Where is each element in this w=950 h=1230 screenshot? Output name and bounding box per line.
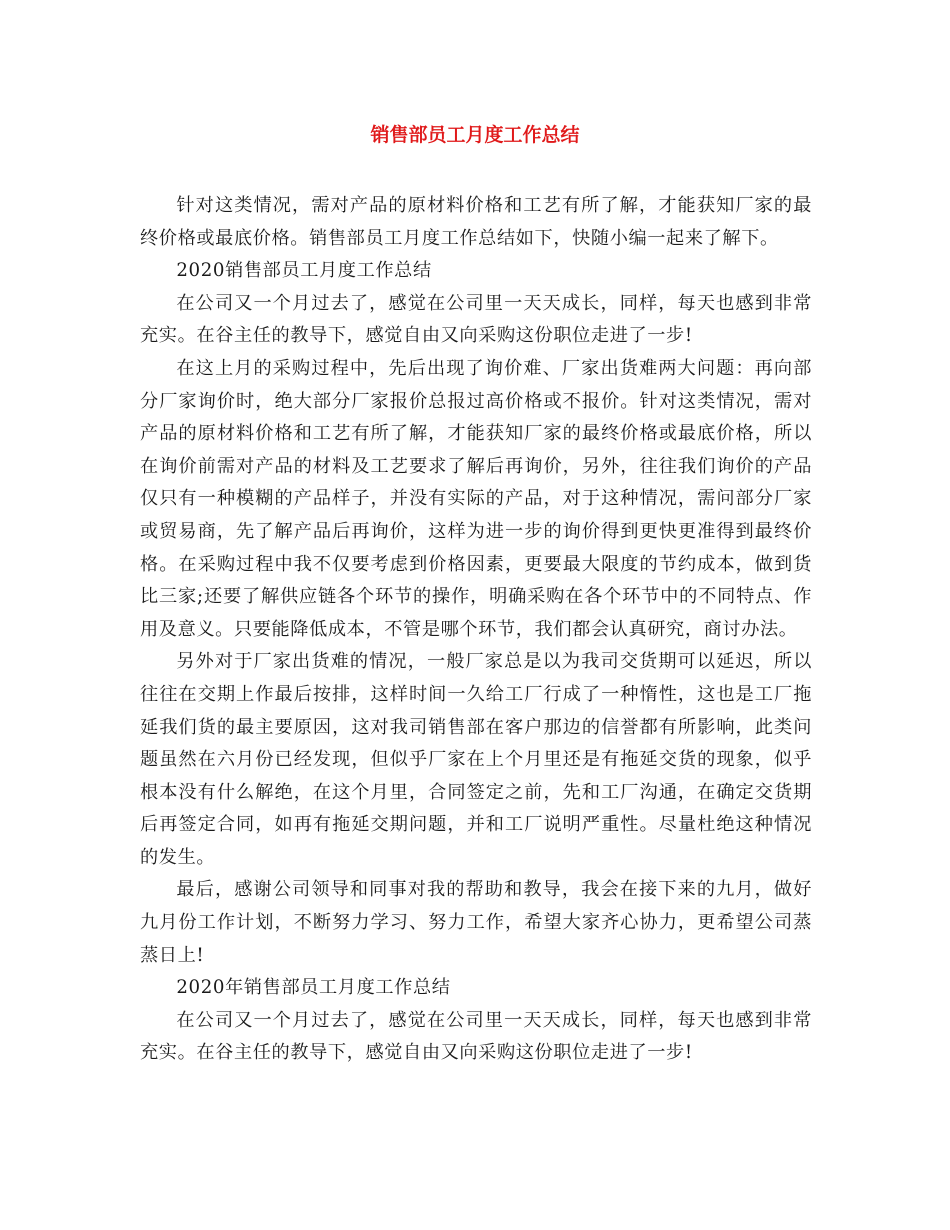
paragraph-monthly-growth-repeat: 在公司又一个月过去了，感觉在公司里一天天成长，同样，每天也感到非常充实。在谷主任的教导下，感觉自由又向采购这份职位走进了一步! [140, 1009, 812, 1064]
document-title: 销售部员工月度工作总结 [370, 124, 580, 146]
document-body [140, 190, 812, 1070]
paragraph-intro: 针对这类情况，需对产品的原材料价格和工艺有所了解，才能获知厂家的最终价格或最底价格。销售部员工月度工作总结如下，快随小编一起来了解下。 [140, 195, 812, 249]
section-heading-2020-year: 2020年销售部员工月度工作总结 [176, 977, 451, 999]
paragraph-closing-thanks: 最后，感谢公司领导和同事对我的帮助和教导，我会在接下来的九月，做好九月份工作计划，不断努力学习、努力工作，希望大家齐心协力，更希望公司蒸蒸日上! [140, 879, 812, 966]
paragraph-monthly-growth: 在公司又一个月过去了，感觉在公司里一天天成长，同样，每天也感到非常充实。在谷主任的教导下，感觉自由又向采购这份职位走进了一步! [140, 292, 812, 347]
paragraph-procurement-issues: 在这上月的采购过程中，先后出现了询价难、厂家出货难两大问题：再向部分厂家询价时，绝大部分厂家报价总报过高价格或不报价。针对这类情况，需对产品的原材料价格和工艺有所了解，才能获知厂家的最终价格或最底价格，所以在询价前需对产品的材料及工艺要求了解后再询价，另外，往往我们询价的产品仅只有一种模糊的产品样子，并没有实际的产品，对于这种情况，需问部分厂家或贸易商，先了解产品后再询价，这样为进一步的询价得到更快更准得到最终价格。在采购过程中我不仅要考虑到价格因素，更要最大限度的节约成本，做到货比三家;还要了解供应链各个环节的操作，明确采购在各个环节中的不同特点、作用及意义。只要能降低成本，不管是哪个环节，我们都会认真研究，商讨办法。 [140, 357, 812, 640]
section-heading-2020: 2020销售部员工月度工作总结 [176, 260, 432, 282]
paragraph-delivery-issues: 另外对于厂家出货难的情况，一般厂家总是以为我司交货期可以延迟，所以往往在交期上作最后按排，这样时间一久给工厂行成了一种惰性，这也是工厂拖延我们货的最主要原因，这对我司销售部在客户那边的信誉都有所影响，此类问题虽然在六月份已经发现，但似乎厂家在上个月里还是有拖延交货的现象，似乎根本没有什么解绝，在这个月里，合同签定之前，先和工厂沟通，在确定交货期后再签定合同，如再有拖延交期问题，并和工厂说明严重性。尽量杜绝这种情况的发生。 [140, 651, 812, 868]
